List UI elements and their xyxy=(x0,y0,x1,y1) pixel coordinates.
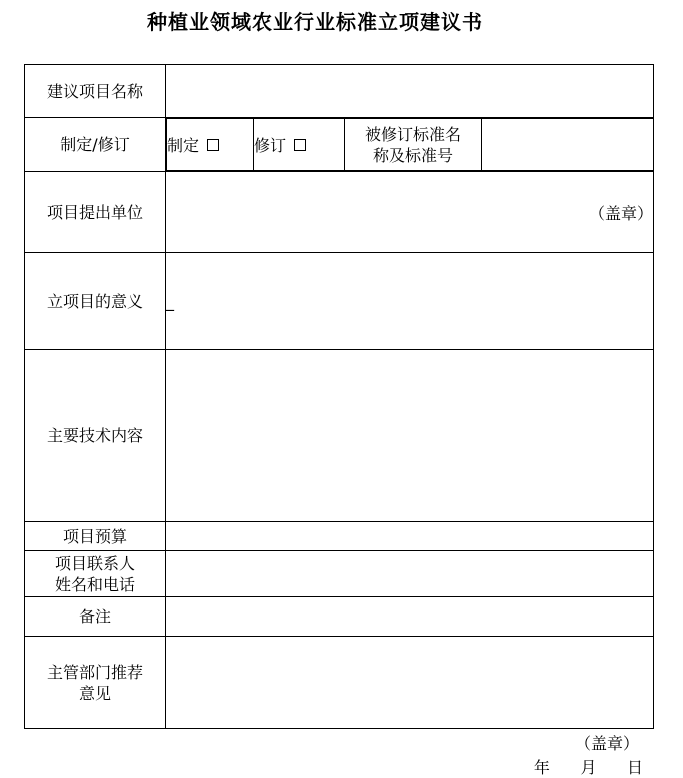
significance-text: _ xyxy=(166,291,174,311)
field-contact[interactable] xyxy=(166,551,654,597)
label-unit: 项目提出单位 xyxy=(25,172,166,253)
type-options-cell xyxy=(166,118,654,172)
label-remarks: 备注 xyxy=(25,597,166,637)
label-type: 制定/修订 xyxy=(25,118,166,172)
option-formulate-label: 制定 xyxy=(167,136,200,155)
label-contact xyxy=(25,551,166,597)
label-content: 主要技术内容 xyxy=(25,350,166,522)
proposal-form-table xyxy=(24,64,654,777)
option-revise-label: 修订 xyxy=(254,136,287,155)
label-significance: 立项目的意义 xyxy=(25,253,166,350)
field-budget[interactable] xyxy=(166,522,654,551)
row-type xyxy=(25,118,654,172)
row-budget xyxy=(25,522,654,551)
formulate-checkbox[interactable] xyxy=(207,139,219,151)
label-budget: 项目预算 xyxy=(25,522,166,551)
row-significance xyxy=(25,253,654,350)
option-revise[interactable] xyxy=(254,119,345,171)
date-month: 月 xyxy=(580,757,597,777)
row-unit xyxy=(25,172,654,253)
field-content[interactable] xyxy=(166,350,654,522)
date-day: 日 xyxy=(626,757,643,777)
label-dept-line1: 主管部门推荐 xyxy=(46,662,143,682)
unit-seal-text: （盖章） xyxy=(588,203,653,223)
row-contact xyxy=(25,551,654,597)
label-dept-line2: 意见 xyxy=(78,683,111,703)
document-title: 种植业领域农业行业标准立项建议书 xyxy=(147,10,483,34)
field-project-name[interactable] xyxy=(166,65,654,118)
row-project-name xyxy=(25,65,654,118)
label-contact-line1: 项目联系人 xyxy=(54,553,135,573)
row-content xyxy=(25,350,654,522)
revise-checkbox[interactable] xyxy=(294,139,306,151)
field-dept-opinion[interactable] xyxy=(166,637,654,777)
date-year: 年 xyxy=(533,757,550,777)
option-formulate[interactable] xyxy=(167,119,254,171)
label-dept-opinion xyxy=(25,637,166,729)
date-line xyxy=(534,755,643,778)
row-dept-opinion xyxy=(25,637,654,729)
dept-seal-text: （盖章） xyxy=(574,733,639,753)
field-remarks[interactable] xyxy=(166,597,654,637)
field-significance[interactable] xyxy=(166,253,654,350)
field-revised-standard[interactable] xyxy=(482,119,654,171)
field-unit[interactable] xyxy=(166,172,654,253)
label-contact-line2: 姓名和电话 xyxy=(54,574,135,594)
type-options-subtable xyxy=(166,118,653,171)
label-revised-standard-line1: 被修订标准名 xyxy=(364,124,461,144)
label-project-name: 建议项目名称 xyxy=(25,65,166,118)
row-remarks xyxy=(25,597,654,637)
label-revised-standard-line2: 称及标准号 xyxy=(372,145,453,165)
label-revised-standard xyxy=(345,119,482,171)
